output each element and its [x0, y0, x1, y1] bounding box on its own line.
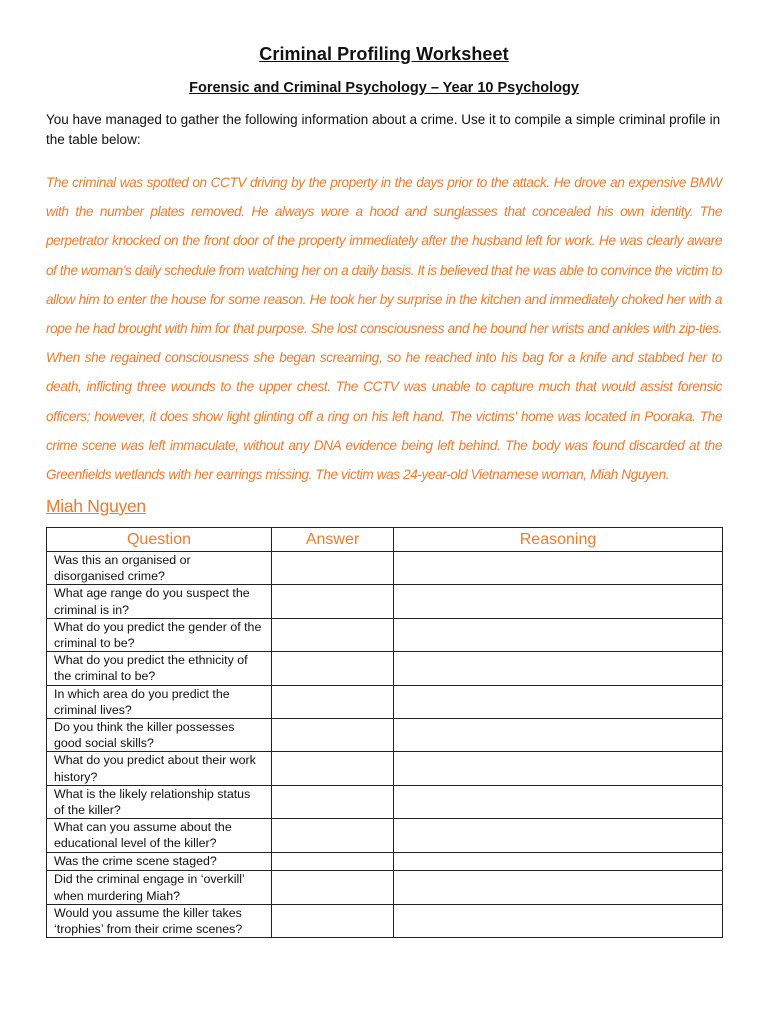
reasoning-cell[interactable] — [394, 904, 723, 937]
table-row — [47, 819, 723, 852]
reasoning-cell[interactable] — [394, 871, 723, 904]
answer-cell[interactable] — [272, 785, 394, 818]
question-cell: Would you assume the killer takes ‘trophies’ from their crime scenes? — [47, 904, 272, 937]
page-title: Criminal Profiling Worksheet — [259, 44, 509, 64]
reasoning-cell[interactable] — [394, 585, 723, 618]
answer-cell[interactable] — [272, 752, 394, 785]
answer-cell[interactable] — [272, 618, 394, 651]
question-cell: What do you predict the gender of the criminal to be? — [47, 618, 272, 651]
table-row — [47, 752, 723, 785]
question-cell: Was the crime scene staged? — [47, 852, 272, 871]
answer-cell[interactable] — [272, 871, 394, 904]
answer-cell[interactable] — [272, 819, 394, 852]
table-row — [47, 871, 723, 904]
table-row — [47, 585, 723, 618]
question-cell: Was this an organised or disorganised crime? — [47, 552, 272, 585]
table-row — [47, 685, 723, 718]
reasoning-cell[interactable] — [394, 852, 723, 871]
table-row — [47, 652, 723, 685]
intro-paragraph: You have managed to gather the following information about a crime. Use it to compile a simple criminal profile in the table below: — [46, 112, 721, 147]
table-row — [47, 785, 723, 818]
question-cell: What is the likely relationship status of the killer? — [47, 785, 272, 818]
reasoning-cell[interactable] — [394, 552, 723, 585]
crime-scenario-paragraph: The criminal was spotted on CCTV driving by the property in the days prior to the attack. He drove an expensive BMW with the number plates removed. He always wore a hood and sunglasses that concealed his own identity. The perpetrator knocked on the front door of the property immediately after the husband left for work. He was clearly aware of the woman's daily schedule from watching her on a daily basis. It is believed that he was able to convince the victim to allow him to enter the house for some reason. He took her by surprise in the kitchen and immediately choked her with a rope he had brought with him for that purpose. She lost consciousness and he bound her wrists and ankles with zip-ties. When she regained consciousness she began screaming, so he reached into his bag for a knife and stabbed her to death, inflicting three wounds to the upper chest. The CCTV was unable to capture much that would assist forensic officers; however, it does show light glinting off a ring on his left hand. The victims' home was located in Pooraka. The crime scene was left immaculate, without any DNA evidence being left behind. The body was found discarded at the Greenfields wetlands with her earrings missing. The victim was 24-year-old Vietnamese woman, Miah Nguyen. — [46, 175, 722, 483]
table-row — [47, 719, 723, 752]
table-row — [47, 904, 723, 937]
profile-table — [46, 527, 723, 938]
table-row — [47, 852, 723, 871]
table-row — [47, 552, 723, 585]
header-reasoning: Reasoning — [394, 528, 723, 552]
header-answer: Answer — [272, 528, 394, 552]
header-question: Question — [47, 528, 272, 552]
answer-cell[interactable] — [272, 552, 394, 585]
reasoning-cell[interactable] — [394, 685, 723, 718]
reasoning-cell[interactable] — [394, 652, 723, 685]
question-cell: Do you think the killer possesses good social skills? — [47, 719, 272, 752]
page-subtitle: Forensic and Criminal Psychology – Year 10 Psychology — [189, 80, 579, 96]
victim-name-heading: Miah Nguyen — [46, 496, 146, 516]
answer-cell[interactable] — [272, 719, 394, 752]
question-cell: What do you predict the ethnicity of the criminal to be? — [47, 652, 272, 685]
answer-cell[interactable] — [272, 685, 394, 718]
question-cell: Did the criminal engage in ‘overkill’ when murdering Miah? — [47, 871, 272, 904]
answer-cell[interactable] — [272, 652, 394, 685]
answer-cell[interactable] — [272, 852, 394, 871]
question-cell: What do you predict about their work history? — [47, 752, 272, 785]
answer-cell[interactable] — [272, 585, 394, 618]
table-header-row — [47, 528, 723, 552]
reasoning-cell[interactable] — [394, 752, 723, 785]
answer-cell[interactable] — [272, 904, 394, 937]
question-cell: What age range do you suspect the criminal is in? — [47, 585, 272, 618]
reasoning-cell[interactable] — [394, 719, 723, 752]
question-cell: What can you assume about the educational level of the killer? — [47, 819, 272, 852]
table-row — [47, 618, 723, 651]
reasoning-cell[interactable] — [394, 785, 723, 818]
reasoning-cell[interactable] — [394, 819, 723, 852]
reasoning-cell[interactable] — [394, 618, 723, 651]
question-cell: In which area do you predict the criminal lives? — [47, 685, 272, 718]
